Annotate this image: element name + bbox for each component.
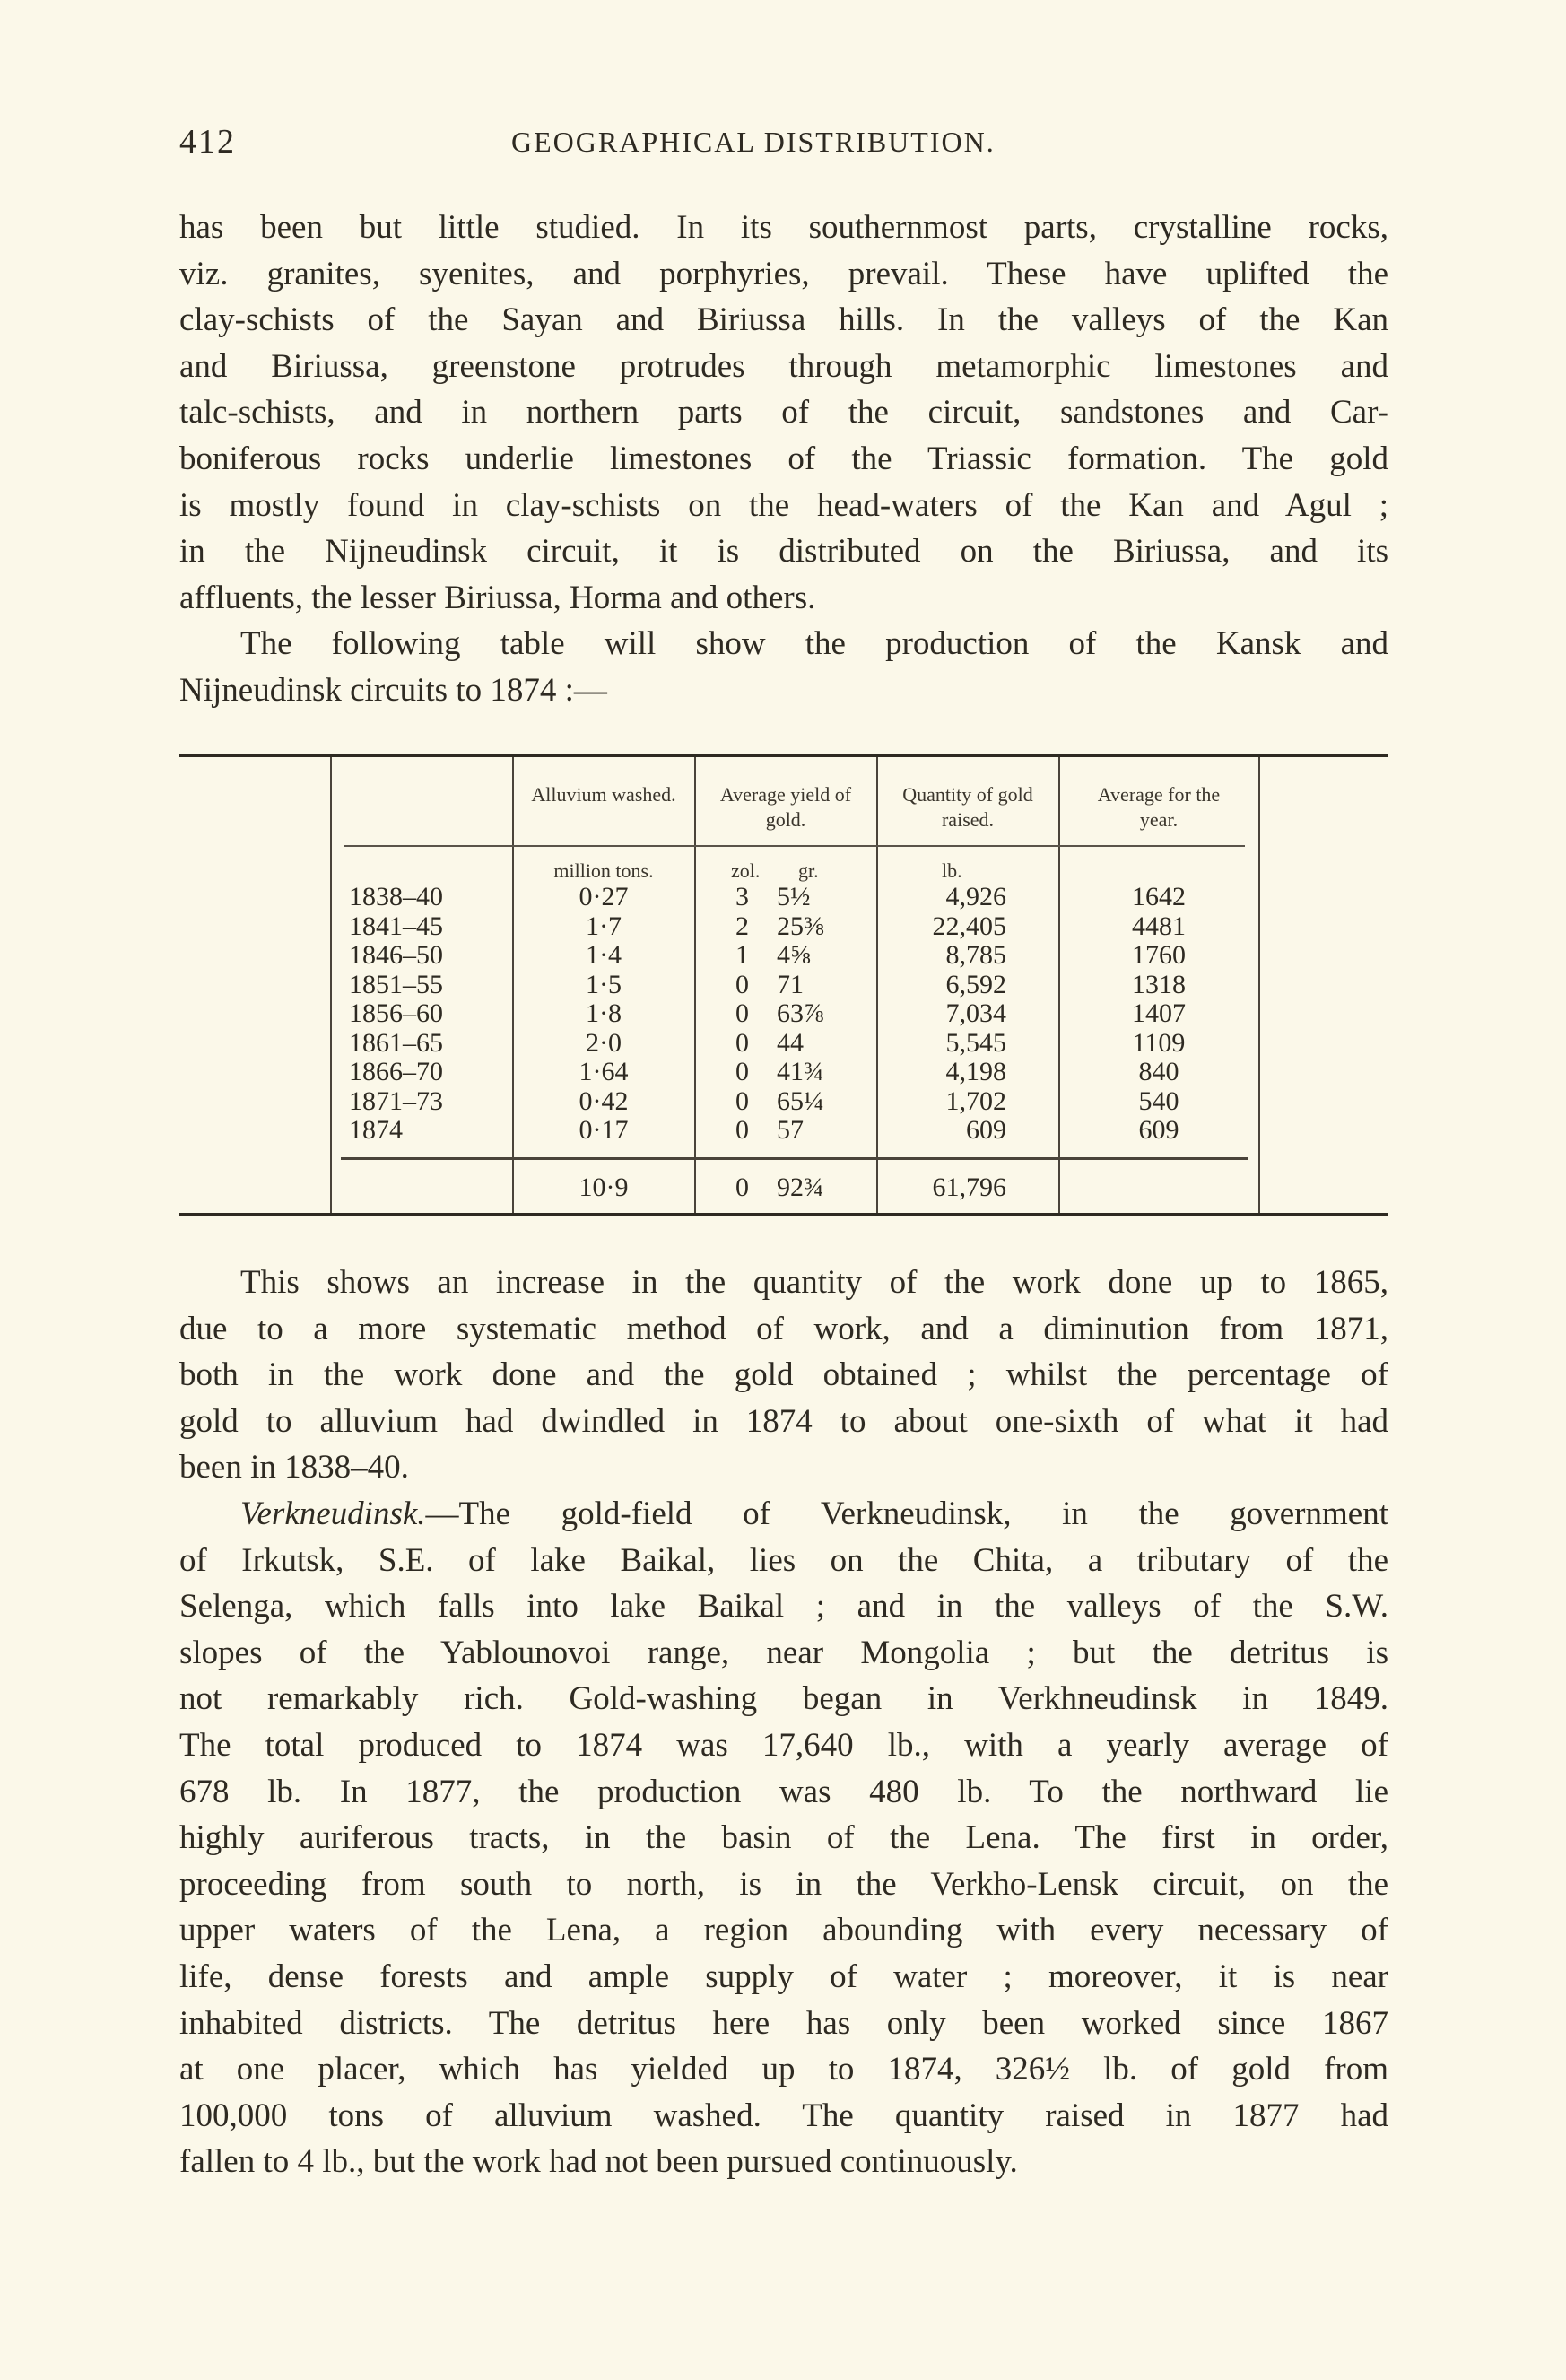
- cell-gr: 65¼: [777, 1085, 824, 1116]
- cell-average: 540: [1138, 1085, 1179, 1116]
- header-average-year: Average for the year.: [1097, 783, 1221, 831]
- text-line: Selenga, which falls into lake Baikal ; and in the valleys of the S.W.: [179, 1588, 1388, 1626]
- text-line: due to a more systematic method of work, and a diminution from 1871,: [179, 1310, 1388, 1347]
- total-gr: 92¾: [777, 1173, 824, 1202]
- text-line: [179, 1491, 1388, 1538]
- unit-zol: zol.: [731, 859, 761, 882]
- text-line: viz. granites, syenites, and porphyries, prevail. These have uplifted the: [179, 255, 1388, 292]
- cell-gr: 71: [777, 969, 804, 999]
- cell-zol: 1: [735, 940, 749, 970]
- column-divider: [330, 757, 332, 1213]
- cell-alluvium: 1·64: [579, 1057, 629, 1086]
- text-line: talc-schists, and in northern parts of the circuit, sandstones and Car-: [179, 394, 1388, 432]
- table-bottom-rule: [179, 1213, 1388, 1216]
- cell-alluvium: 0·17: [579, 1115, 629, 1145]
- cell-zol: 0: [735, 1115, 749, 1145]
- text-line: not remarkably rich. Gold-washing began in Verkhneudinsk in 1849.: [179, 1680, 1388, 1718]
- page-number: 412: [179, 123, 236, 161]
- text-line: fallen to 4 lb., but the work had not been pursued continuously.: [179, 2143, 1018, 2181]
- cell-zol: 0: [735, 998, 749, 1028]
- text-line: highly auriferous tracts, in the basin of the Lena. The first in order,: [179, 1819, 1388, 1857]
- text-line: Nijneudinsk circuits to 1874 :—: [179, 671, 607, 709]
- text-line: of Irkutsk, S.E. of lake Baikal, lies on the Chita, a tributary of the: [179, 1541, 1388, 1579]
- cell-period: 1838–40: [349, 882, 443, 911]
- column-divider: [1258, 757, 1260, 1213]
- cell-average: 1318: [1132, 969, 1186, 999]
- total-alluvium: 10·9: [579, 1173, 629, 1202]
- text-line: 678 lb. In 1877, the production was 480 lb. To the northward lie: [179, 1773, 1388, 1810]
- cell-quantity: 6,592: [945, 969, 1006, 999]
- header-rule: [344, 845, 1245, 847]
- cell-period: 1856–60: [349, 998, 443, 1028]
- cell-period: 1866–70: [349, 1057, 443, 1086]
- text-line: in the Nijneudinsk circuit, it is distributed on the Biriussa, and its: [179, 533, 1388, 571]
- cell-zol: 2: [735, 911, 749, 941]
- text-line: slopes of the Yablounovoi range, near Mongolia ; but the detritus is: [179, 1634, 1388, 1671]
- paragraph: [179, 1491, 1388, 2185]
- cell-quantity: 22,405: [932, 911, 1006, 941]
- cell-quantity: 5,545: [945, 1027, 1006, 1058]
- cell-quantity: 609: [966, 1115, 1006, 1145]
- cell-quantity: 7,034: [945, 998, 1006, 1028]
- cell-average: 1109: [1132, 1027, 1186, 1058]
- cell-period: 1874: [349, 1115, 403, 1145]
- cell-quantity: 4,198: [945, 1057, 1006, 1086]
- cell-gr: 5½: [777, 882, 811, 911]
- cell-average: 4481: [1132, 911, 1186, 941]
- header-average-yield: Average yield of gold.: [719, 783, 852, 831]
- cell-alluvium: 1·7: [586, 911, 622, 941]
- text-line: upper waters of the Lena, a region abounding with every necessary of: [179, 1912, 1388, 1949]
- totals-rule: [341, 1157, 1248, 1160]
- body-text-top: [179, 205, 1388, 714]
- cell-alluvium: 1·5: [586, 969, 622, 999]
- text-line: has been but little studied. In its southernmost parts, crystalline rocks,: [179, 209, 1388, 246]
- cell-alluvium: 1·4: [586, 940, 622, 970]
- cell-zol: 0: [735, 969, 749, 999]
- cell-period: 1861–65: [349, 1027, 443, 1058]
- cell-average: 1760: [1132, 940, 1186, 970]
- cell-average: 609: [1138, 1115, 1179, 1145]
- cell-zol: 3: [735, 882, 749, 911]
- column-divider: [694, 757, 696, 1213]
- text-line: and Biriussa, greenstone protrudes through metamorphic limestones and: [179, 347, 1388, 385]
- cell-gr: 41¾: [777, 1057, 824, 1086]
- paragraph: [179, 205, 1388, 621]
- table-top-rule: [179, 754, 1388, 757]
- text-line: The following table will show the production of the Kansk and: [240, 625, 1388, 663]
- column-divider: [876, 757, 878, 1213]
- cell-quantity: 8,785: [945, 940, 1006, 970]
- paragraph: [179, 621, 1388, 713]
- text-line: boniferous rocks underlie limestones of the Triassic formation. The gold: [179, 440, 1388, 477]
- cell-alluvium: 0·42: [579, 1085, 629, 1116]
- cell-average: 1407: [1132, 998, 1186, 1028]
- unit-gr: gr.: [798, 859, 819, 882]
- text-line: at one placer, which has yielded up to 1874, 326½ lb. of gold from: [179, 2051, 1388, 2088]
- cell-zol: 0: [735, 1027, 749, 1058]
- unit-quantity: lb.: [942, 859, 962, 882]
- header-quantity: Quantity of gold raised.: [902, 783, 1033, 831]
- cell-quantity: 4,926: [945, 882, 1006, 911]
- paragraph: [179, 1260, 1388, 1491]
- cell-gr: 44: [777, 1027, 804, 1058]
- header-alluvium: Alluvium washed.: [531, 783, 676, 806]
- total-quantity: 61,796: [932, 1173, 1006, 1202]
- cell-alluvium: 1·8: [586, 998, 622, 1028]
- text-line: been in 1838–40.: [179, 1449, 409, 1486]
- unit-alluvium: million tons.: [553, 859, 654, 882]
- total-zol: 0: [735, 1173, 749, 1202]
- text-line: 100,000 tons of alluvium washed. The quantity raised in 1877 had: [179, 2097, 1388, 2134]
- cell-gr: 63⅞: [777, 998, 824, 1028]
- cell-gr: 4⅝: [777, 940, 811, 970]
- text-line: affluents, the lesser Biriussa, Horma and others.: [179, 579, 816, 616]
- cell-gr: 57: [777, 1115, 804, 1145]
- cell-zol: 0: [735, 1057, 749, 1086]
- cell-period: 1871–73: [349, 1085, 443, 1116]
- cell-zol: 0: [735, 1085, 749, 1116]
- cell-period: 1846–50: [349, 940, 443, 970]
- cell-period: 1851–55: [349, 969, 443, 999]
- text-line: proceeding from south to north, is in the Verkho-Lensk circuit, on the: [179, 1865, 1388, 1903]
- text-line: both in the work done and the gold obtained ; whilst the percentage of: [179, 1356, 1388, 1394]
- text-line: life, dense forests and ample supply of water ; moreover, it is near: [179, 1957, 1388, 1995]
- text-line: This shows an increase in the quantity of the work done up to 1865,: [240, 1264, 1388, 1301]
- text-line: clay-schists of the Sayan and Biriussa hills. In the valleys of the Kan: [179, 301, 1388, 339]
- cell-period: 1841–45: [349, 911, 443, 941]
- body-text-bottom: [179, 1260, 1388, 2185]
- cell-alluvium: 0·27: [579, 882, 629, 911]
- cell-alluvium: 2·0: [586, 1027, 622, 1058]
- text-line: The total produced to 1874 was 17,640 lb., with a yearly average of: [179, 1726, 1388, 1764]
- running-title: GEOGRAPHICAL DISTRIBUTION.: [511, 126, 996, 158]
- text-line-rest: —The gold-field of Verkneudinsk, in the government: [425, 1495, 1388, 1532]
- text-line: gold to alluvium had dwindled in 1874 to about one-sixth of what it had: [179, 1402, 1388, 1440]
- text-line: is mostly found in clay-schists on the head-waters of the Kan and Agul ;: [179, 486, 1388, 524]
- italic-heading: Verkneudinsk.: [240, 1495, 426, 1532]
- cell-gr: 25⅜: [777, 911, 824, 941]
- cell-average: 1642: [1132, 882, 1186, 911]
- text-line: inhabited districts. The detritus here has only been worked since 1867: [179, 2004, 1388, 2042]
- cell-average: 840: [1138, 1057, 1179, 1086]
- cell-quantity: 1,702: [945, 1085, 1006, 1116]
